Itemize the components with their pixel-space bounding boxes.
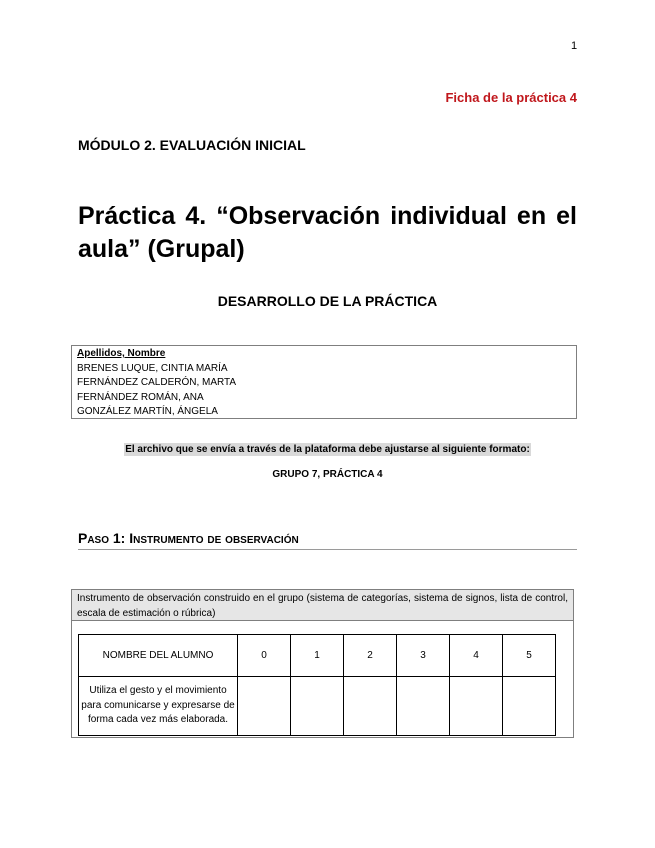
score-cell <box>503 677 556 736</box>
score-cell <box>397 677 450 736</box>
score-column-header: 0 <box>238 635 291 677</box>
table-row <box>79 677 556 736</box>
section-heading: DESARROLLO DE LA PRÁCTICA <box>217 293 438 309</box>
score-column-header: 3 <box>397 635 450 677</box>
format-notice <box>78 444 577 455</box>
group-label: GRUPO 7, PRÁCTICA 4 <box>272 469 383 480</box>
page-number: 1 <box>571 40 578 52</box>
observation-table <box>78 634 556 736</box>
step-heading: Paso 1: Instrumento de observación <box>78 530 577 550</box>
ficha-label: Ficha de la práctica 4 <box>445 90 577 105</box>
table-header-row <box>79 635 556 677</box>
module-heading: MÓDULO 2. EVALUACIÓN INICIAL <box>78 137 306 153</box>
group-members-box <box>71 345 577 419</box>
score-column-header: 5 <box>503 635 556 677</box>
score-cell <box>238 677 291 736</box>
instrument-header: Instrumento de observación construido en el grupo (sistema de categorías, sistema de signos, lista de control, escala de estimación o rúbrica) <box>72 590 573 621</box>
member-name: BRENES LUQUE, CINTIA MARÍA <box>77 362 228 374</box>
members-header: Apellidos, Nombre <box>77 348 166 359</box>
score-column-header: 1 <box>291 635 344 677</box>
score-column-header: 4 <box>450 635 503 677</box>
member-name: FERNÁNDEZ ROMÁN, ANA <box>77 391 204 403</box>
member-name: FERNÁNDEZ CALDERÓN, MARTA <box>77 377 237 388</box>
score-cell <box>344 677 397 736</box>
format-notice-text: El archivo que se envía a través de la plataforma debe ajustarse al siguiente formato: <box>125 444 530 455</box>
observation-item: Utiliza el gesto y el movimiento para comunicarse y expresarse de forma cada vez más elaborada. <box>79 677 238 736</box>
score-column-header: 2 <box>344 635 397 677</box>
name-column-header: NOMBRE DEL ALUMNO <box>79 635 238 677</box>
score-cell <box>291 677 344 736</box>
member-name: GONZÁLEZ MARTÍN, ÁNGELA <box>77 406 218 417</box>
instrument-box <box>71 589 574 738</box>
practice-title: Práctica 4. “Observación individual en el aula” (Grupal) <box>78 202 577 263</box>
score-cell <box>450 677 503 736</box>
